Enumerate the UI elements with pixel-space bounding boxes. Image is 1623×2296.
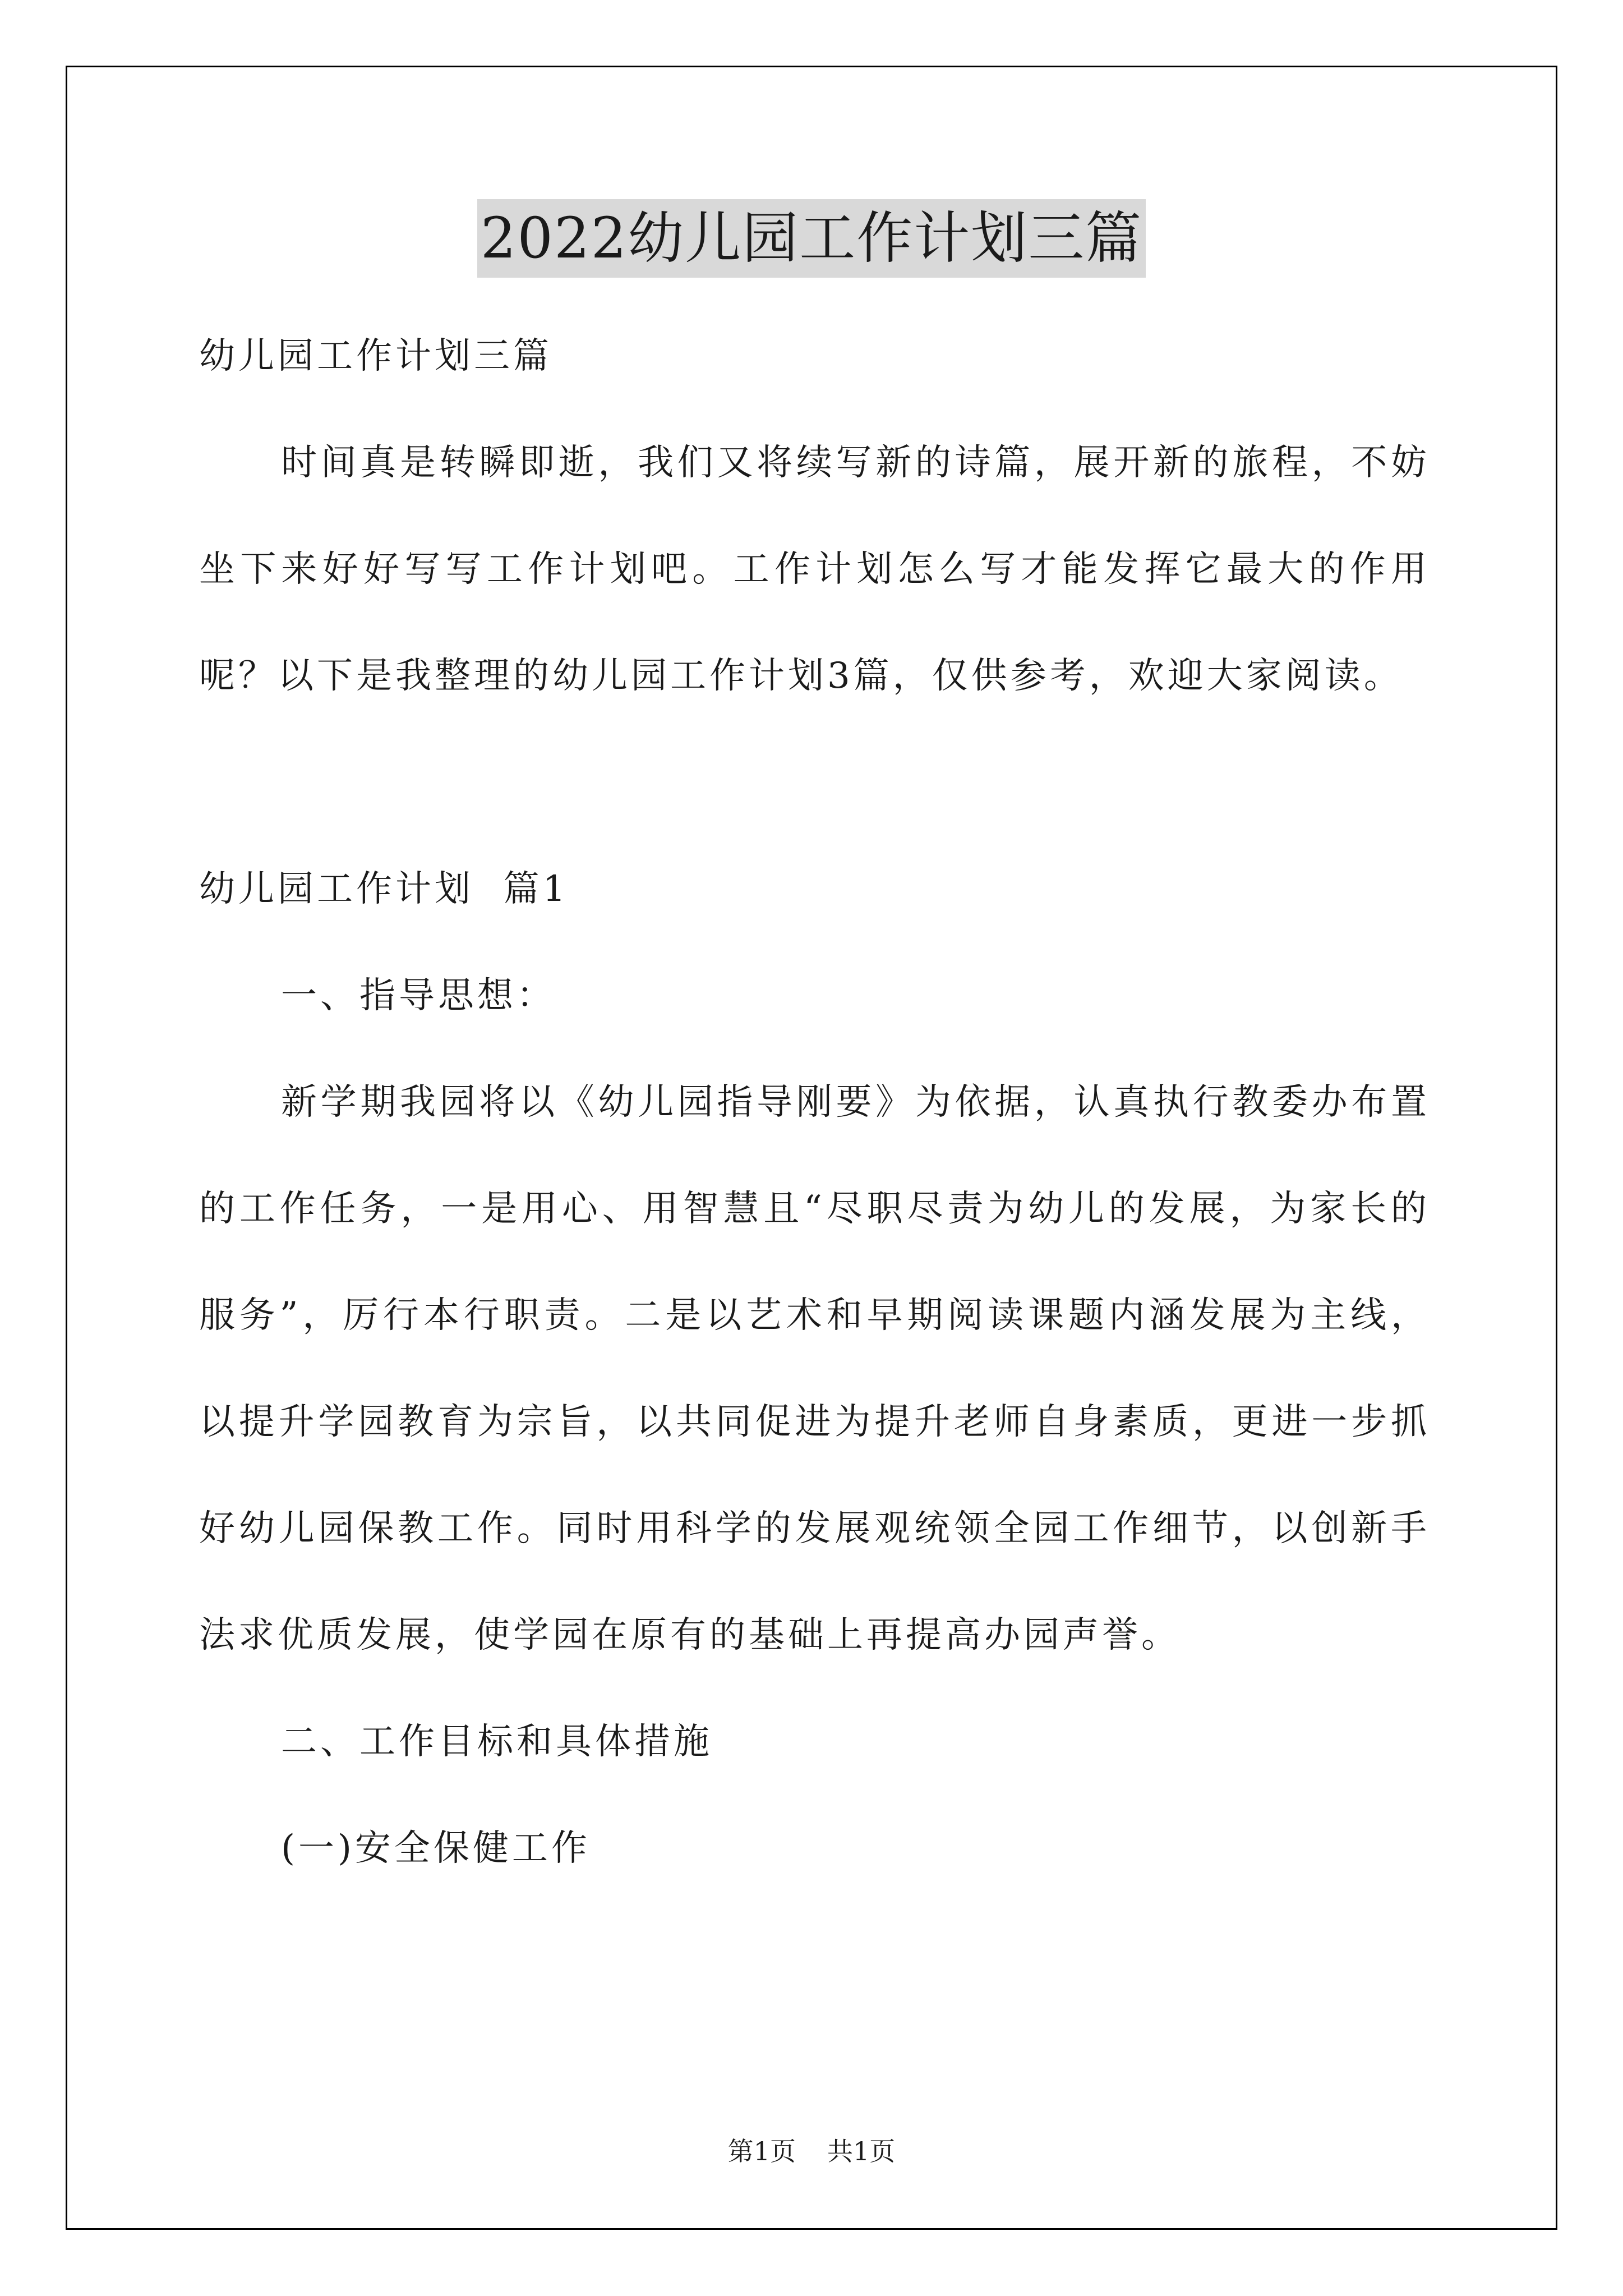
page-number-total: 共1页 (827, 2136, 896, 2166)
heading-guiding-ideology: 一、指导思想： (281, 975, 556, 1016)
title-container (0, 199, 1623, 278)
page-footer (0, 2134, 1623, 2168)
guiding-ideology-paragraph: 新学期我园将以《幼儿园指导刚要》为依据，认真执行教委办布置的工作任务，一是用心、用智慧且“尽职尽责为幼儿的发展，为家长的服务”，厉行本行职责。二是以艺术和早期阅读课题内涵发展为主线，以提升学园教育为宗旨，以共同促进为提升老师自身素质，更进一步抓好幼儿园保教工作。同时用科学的发展观统领全园工作细节，以创新手法求优质发展，使学园在原有的基础上再提高办园声誉。 (199, 1082, 1430, 1656)
intro-paragraph: 时间真是转瞬即逝，我们又将续写新的诗篇，展开新的旅程，不妨坐下来好好写写工作计划吧。工作计划怎么写才能发挥它最大的作用呢？以下是我整理的幼儿园工作计划3篇，仅供参考，欢迎大家阅读。 (199, 442, 1430, 697)
paragraph-gap (199, 729, 1430, 836)
document-body (199, 303, 1430, 1902)
document-title: 2022幼儿园工作计划三篇 (477, 199, 1146, 278)
heading-safety-health: (一)安全保健工作 (281, 1828, 591, 1869)
page-number-current: 第1页 (727, 2136, 796, 2166)
section-heading: 幼儿园工作计划 篇1 (199, 868, 569, 910)
heading-goals-measures: 二、工作目标和具体措施 (281, 1721, 713, 1763)
document-subtitle: 幼儿园工作计划三篇 (199, 335, 552, 377)
